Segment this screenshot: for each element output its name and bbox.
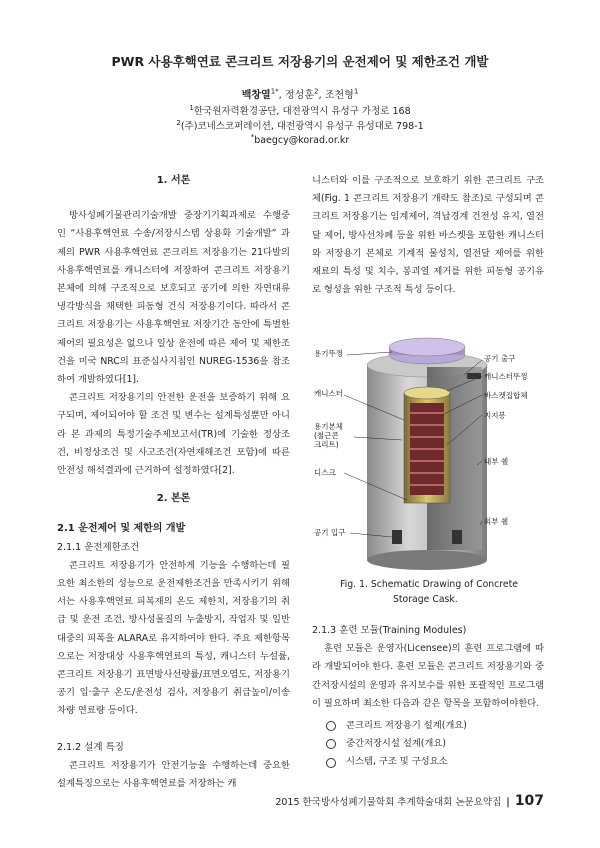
cask-base [367, 550, 487, 570]
page-footer [275, 793, 544, 809]
label-basket: 바스켓집합체 [484, 391, 528, 400]
body-paragraph-5: 니스터와 이를 구조적으로 보호하기 위한 콘크리트 구조체(Fig. 1 콘크리트 저장용기 개략도 참조)로 구성되며 콘크리트 저장용기는 임계제어, 격납경계 건전성 유지, 열전달 제어, 방사선차폐 등을 위한 바스켓을 포함한 캐니스터와 저장용기 본체로 기계적 물성치, 열전달 제어를 위한 재료의 특성 및 치수, 봉괴열 제거를 위한 피동형 공기유로 형성을 위한 구조적 특성 등이다. [312, 175, 544, 296]
left-column [57, 172, 290, 793]
author-line [0, 86, 600, 101]
author-main-sup: 1* [270, 87, 279, 96]
concrete-cask-figure [312, 325, 544, 575]
air-inlet [392, 530, 402, 544]
figure-caption-line-1: Fig. 1. Schematic Drawing of Concrete [340, 579, 518, 590]
right-column-bottom [312, 622, 544, 772]
aff1-sup: 1 [189, 103, 194, 112]
air-outlet [467, 373, 481, 379]
body-paragraph-4: 콘크리트 저장용기가 안전기능을 수행하는데 중요한 설계특징으로는 사용후핵연료를 저장하는 캐 [57, 759, 290, 790]
list-item-text: 콘크리트 저장용기 설계(개요) [346, 720, 467, 732]
basket-assembly [410, 403, 444, 495]
cask-lid-top [389, 338, 465, 356]
section-1-heading: 1. 서론 [156, 175, 191, 186]
label-body-2: (철근콘 [314, 431, 339, 440]
circle-bullet-icon [326, 758, 336, 768]
body-paragraph-6: 훈련 모듈은 운영자(Licensee)의 훈련 프로그램에 따라 개발되어야 한다. 훈련 모듈은 콘크리트 저장용기와 중간저장시설의 운영과 유지보수를 위한 포괄적인 프로그램이 필요하며 최소한 다음과 같은 항목을 포함하여야한다. [312, 643, 544, 709]
list-item [312, 735, 544, 753]
circle-bullet-icon [326, 739, 336, 749]
list-item-text: 중간저장시설 설계(개요) [346, 738, 447, 750]
list-item [312, 717, 544, 735]
right-column-top [312, 172, 544, 299]
section-2-heading: 2. 본론 [156, 493, 191, 505]
label-lid: 용기뚜껑 [314, 349, 343, 358]
body-paragraph-3: 콘크리트 저장용기가 안전하게 기능을 수행하는데 필요한 최소한의 성능으로 운전제한조건을 만족시키기 위해서는 사용후핵연료 피복재의 온도 제한치, 저장용기의 취급 및 운전 조건, 방사성물질의 누출방지, 작업자 및 일반 대중의 피폭을 ALARA로 유지하여야 한다. 주요 제한항목으로는 저장대상 사용후핵연료의 특성, 캐니스터 누설률, 콘크리트 저장용기 표면방사선량률/표면오염도, 저장용기 공기 입·출구 온도/운전성 검사, 저장용기 취급높이/이송차량 연료량 등이다. [57, 559, 290, 717]
subsection-2-1-3-heading: 2.1.3 훈련 모듈(Training Modules) [312, 625, 467, 636]
label-body-3: 크리트) [314, 440, 339, 449]
author-3: , 조천형 [318, 90, 354, 101]
label-inlet: 공기 입구 [314, 528, 346, 537]
aff2-text: (주)코네스코퍼레이션, 대전광역시 유성구 유성대로 798-1 [180, 121, 424, 132]
label-support: 지지봉 [484, 411, 506, 420]
subsection-2-1-1-heading: 2.1.1 운전제한조건 [57, 541, 140, 553]
author-3-sup: 1 [353, 87, 359, 96]
figure-caption [340, 577, 518, 607]
aff1-text: 한국원자력환경공단, 대전광역시 유성구 가정로 168 [193, 106, 411, 117]
label-outlet: 공기 출구 [484, 354, 516, 363]
label-outer-shell: 외부 쉘 [484, 517, 509, 526]
email-line [0, 133, 600, 146]
canister-lid [404, 387, 450, 399]
intro-paragraph-1: 방사성폐기물관리기술개발 중장기기획과제로 수행중인 “사용후핵연료 수송/저장시스템 상용화 기술개발” 과제의 PWR 사용후핵연료 콘크리트 저장용기는 21다발의 사용후핵연료를 캐니스터에 저장하여 콘크리트 저장용기 본체에 의해 구조적으로 보호되고 공기에 의한 자연대류 냉각방식을 채택한 피동형 건식 저장용기이다. 따라서 콘크리트 저장용기는 사용후핵연료 저장기간 동안에 특별한 제어의 필요성은 없으나 일상 운전에 따른 제어 및 제한조건을 미국 NRC의 표준심사지침인 NUREG-1536을 참조하여 개발하였다[1]. [57, 210, 290, 386]
author-2-sup: 2 [314, 87, 319, 96]
label-canister: 캐니스터 [314, 389, 343, 398]
label-canister-lid: 캐니스터뚜껑 [484, 372, 528, 381]
author-2: , 정성훈 [278, 90, 314, 101]
aff2-sup: 2 [176, 118, 181, 127]
figure-caption-line-2: Storage Cask. [393, 594, 458, 605]
footer-text: 2015 한국방사성폐기물학회 추계학술대회 논문요약집 [275, 797, 502, 808]
label-disk: 디스크 [314, 468, 336, 477]
affiliation-2 [0, 118, 600, 132]
author-main: 백창열 [241, 90, 271, 101]
email-sup: * [250, 133, 255, 141]
affiliation-1 [0, 103, 600, 117]
subsection-2-1-heading: 2.1 운전제어 및 제한의 개발 [57, 523, 186, 535]
label-body: 용기본체 [314, 422, 343, 431]
air-inlet-2 [452, 530, 462, 544]
subsection-2-1-2-heading: 2.1.2 설계 특징 [57, 741, 124, 753]
footer-separator: | [506, 797, 510, 808]
paper-title: PWR 사용후핵연료 콘크리트 저장용기의 운전제어 및 제한조건 개발 [111, 54, 489, 69]
email-text: baegcy@korad.or.kr [254, 135, 350, 147]
intro-paragraph-2: 콘크리트 저장용기의 안전한 운전을 보증하기 위해 요구되며, 제어되어야 할 조건 및 변수는 설계특성뿐만 아니라 본 과제의 특정기술주제보고서(TR)에 기술한 정상조건, 비정상조건 및 사고조건(자연재해조건 포함)에 따른 안전성 해석결과에 근거하여 설정하였다[2]. [57, 392, 290, 477]
list-item-text: 시스템, 구조 및 구성요소 [346, 756, 448, 768]
circle-bullet-icon [326, 721, 336, 731]
label-inner-shell: 내부 쉘 [484, 457, 509, 466]
list-item [312, 753, 544, 771]
page-number: 107 [514, 793, 544, 809]
